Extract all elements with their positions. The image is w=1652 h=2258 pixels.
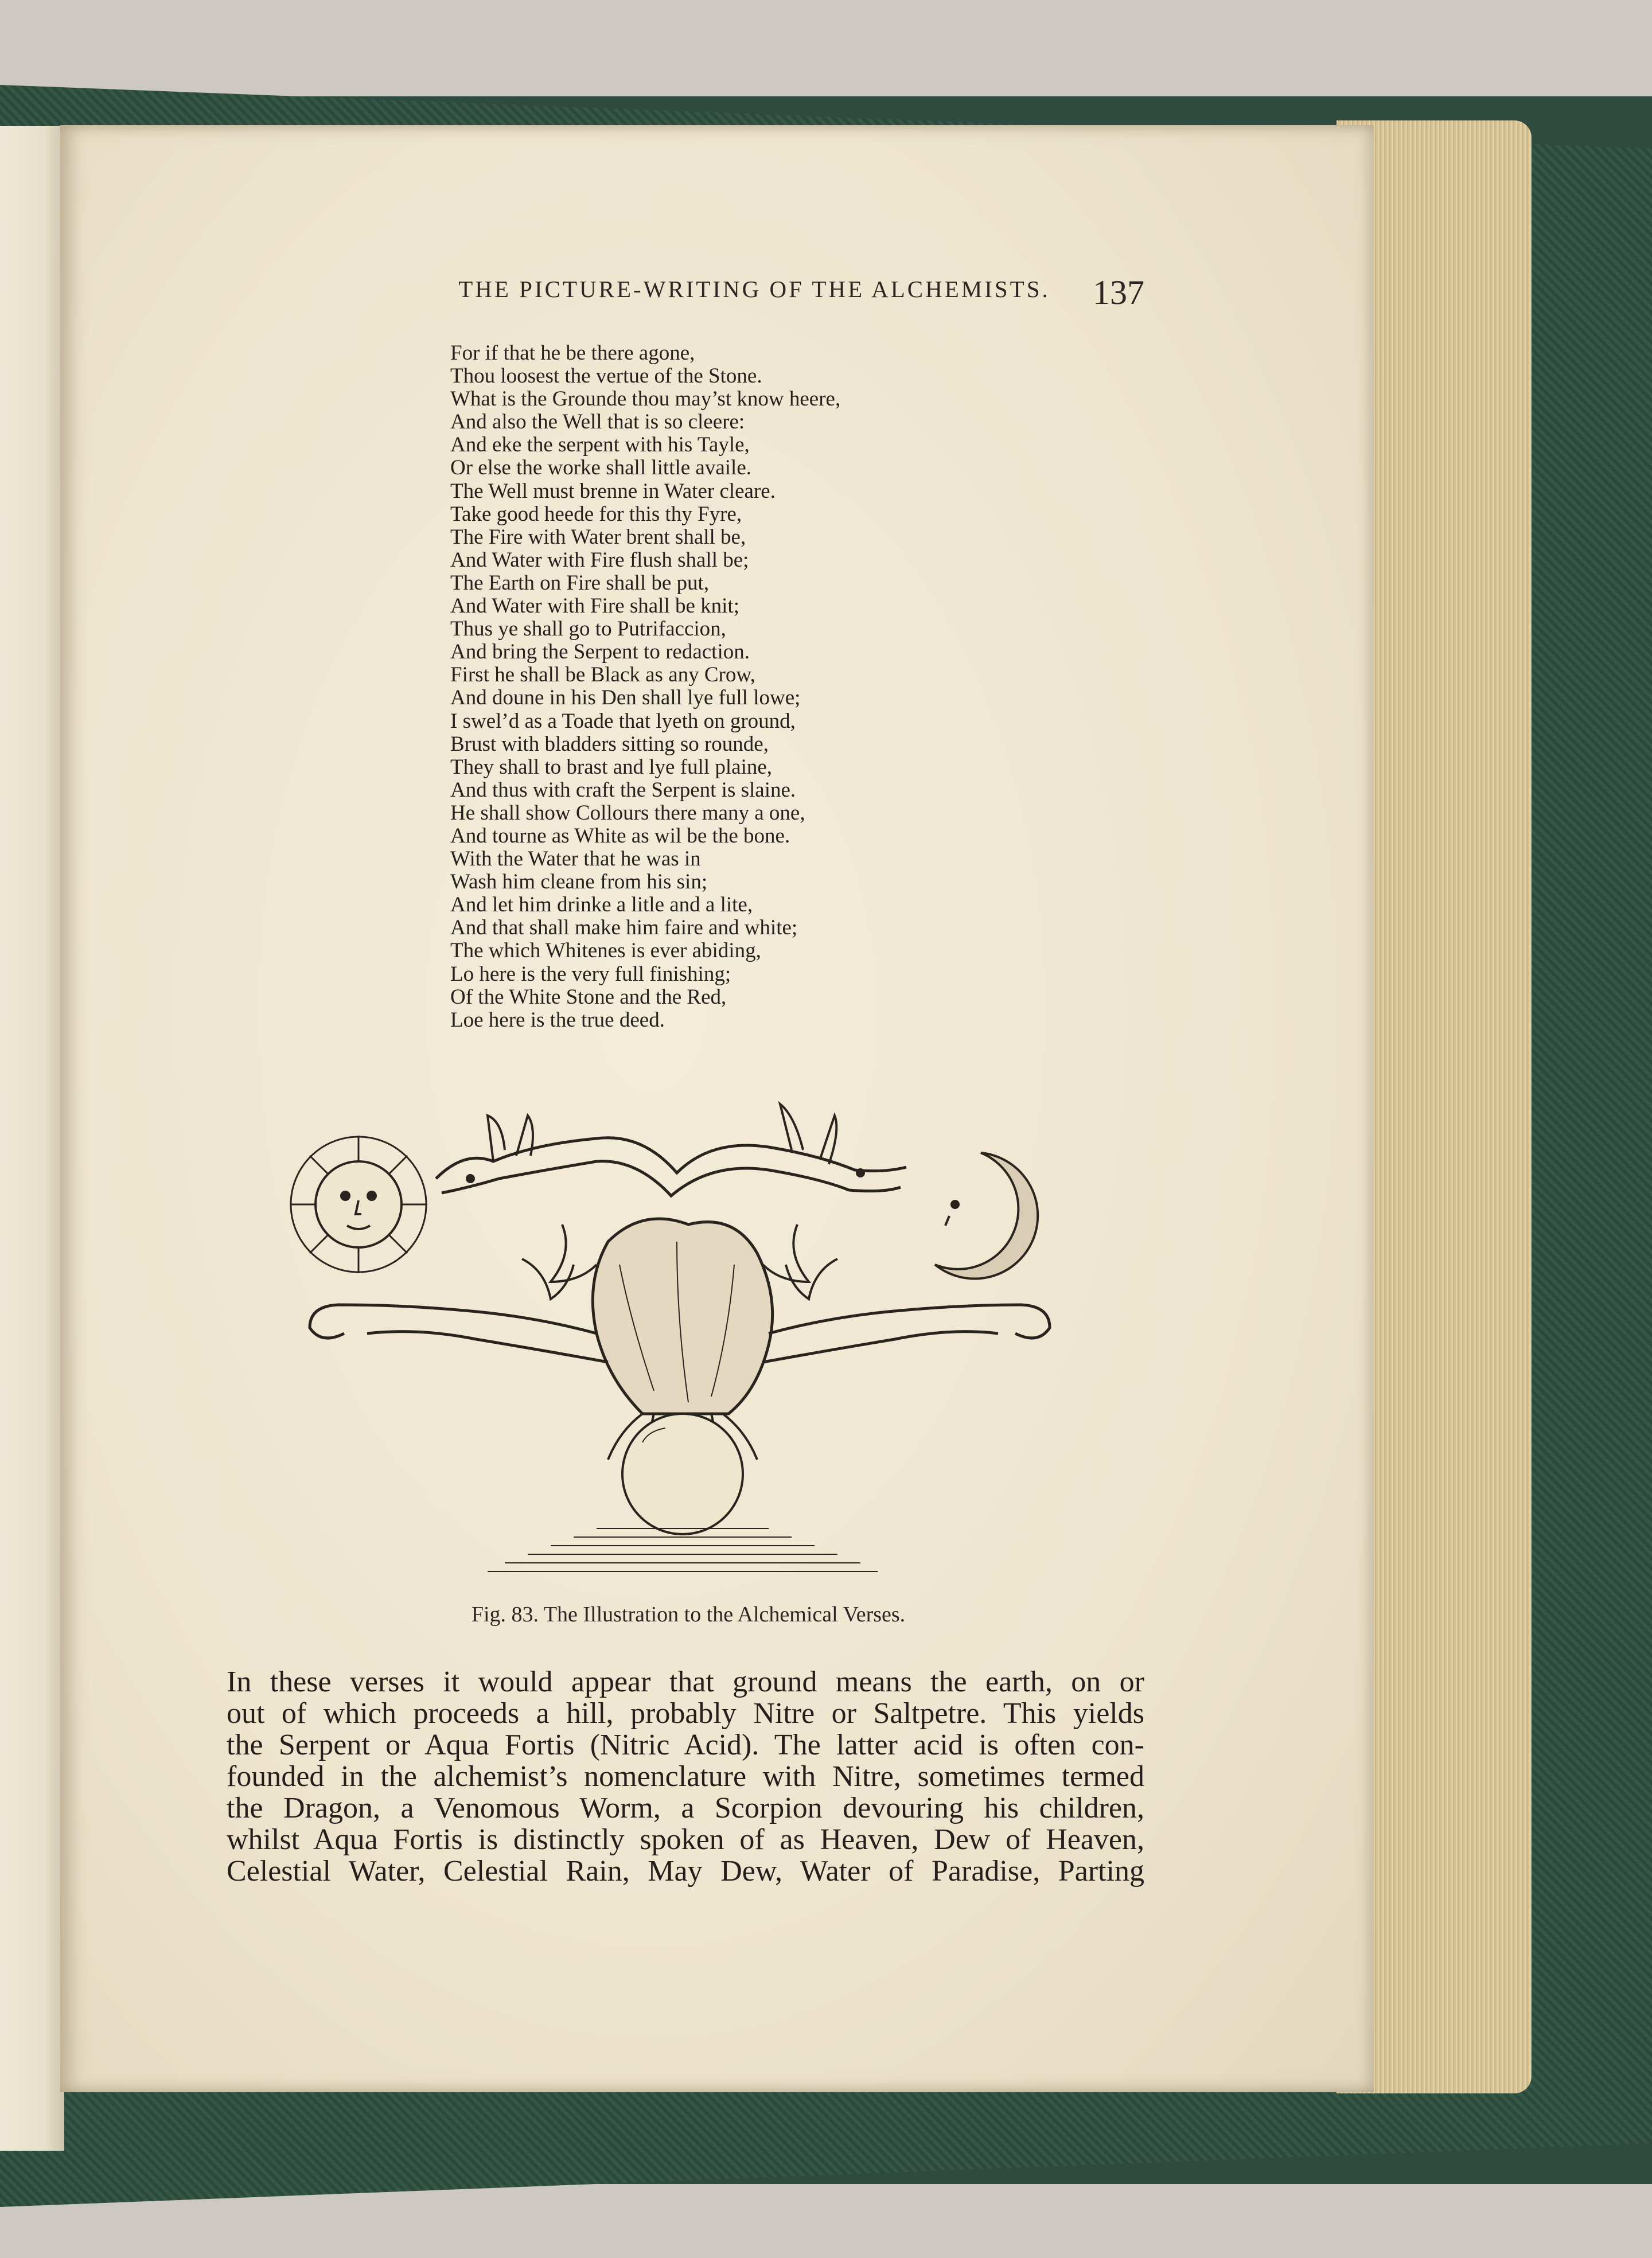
verse-line: And Water with Fire shall be knit;: [450, 594, 739, 618]
dragon-body-icon: [593, 1219, 772, 1414]
body-line: In these verses it would appear that ground means the earth, on or: [227, 1666, 1144, 1698]
verse-line: And bring the Serpent to redaction.: [450, 640, 750, 664]
verse-line: Lo here is the very full finishing;: [450, 962, 731, 986]
verse-line: The Fire with Water brent shall be,: [450, 525, 746, 549]
body-line: the Serpent or Aqua Fortis (Nitric Acid). The latter acid is often con-: [227, 1729, 1144, 1761]
verse-line: The Well must brenne in Water cleare.: [450, 479, 776, 503]
verse-line: They shall to brast and lye full plaine,: [450, 755, 773, 779]
verse-line: I swel’d as a Toade that lyeth on ground,: [450, 709, 796, 733]
verse-line: With the Water that he was in: [450, 847, 701, 871]
dragon-heads-icon: [436, 1104, 906, 1196]
verse-line: Brust with bladders sitting so rounde,: [450, 732, 769, 756]
figure-caption: Fig. 83. The Illustration to the Alchemical Verses.: [471, 1602, 906, 1627]
verse-line: Thou loosest the vertue of the Stone.: [450, 364, 762, 388]
verse-line: And Water with Fire flush shall be;: [450, 548, 749, 572]
sun-face-icon: [290, 1136, 427, 1273]
verse-line: And thus with craft the Serpent is slaine.: [450, 778, 796, 802]
alchemical-dragon-engraving: [275, 1093, 1078, 1592]
verse-line: For if that he be there agone,: [450, 341, 695, 365]
verse-block: [450, 342, 967, 1032]
body-line: the Dragon, a Venomous Worm, a Scorpion devouring his children,: [227, 1792, 1144, 1824]
verse-line: The Earth on Fire shall be put,: [450, 571, 710, 595]
body-line: founded in the alchemist’s nomenclature with Nitre, sometimes termed: [227, 1760, 1144, 1793]
verse-line: Of the White Stone and the Red,: [450, 985, 727, 1009]
verse-line: And let him drinke a litle and a lite,: [450, 893, 753, 917]
verse-line: The which Whitenes is ever abiding,: [450, 939, 761, 963]
verse-line: And also the Well that is so cleere:: [450, 410, 745, 434]
verse-line: Or else the worke shall little availe.: [450, 456, 752, 480]
verse-line: Thus ye shall go to Putrifaccion,: [450, 617, 726, 641]
verse-line: And doune in his Den shall lye full lowe;: [450, 686, 801, 710]
globe-icon: [622, 1414, 743, 1534]
verse-line: And that shall make him faire and white;: [450, 916, 798, 940]
verse-line: Loe here is the true deed.: [450, 1008, 665, 1032]
body-line: Celestial Water, Celestial Rain, May Dew, Water of Paradise, Parting: [227, 1855, 1144, 1887]
body-line: whilst Aqua Fortis is distinctly spoken of as Heaven, Dew of Heaven,: [227, 1823, 1144, 1856]
verse-line: And tourne as White as wil be the bone.: [450, 824, 790, 848]
running-title: THE PICTURE-WRITING OF THE ALCHEMISTS.: [458, 276, 1050, 302]
verse-line: Wash him cleane from his sin;: [450, 870, 708, 894]
body-line: out of which proceeds a hill, probably Nitre or Saltpetre. This yields: [227, 1697, 1144, 1730]
verse-line: And eke the serpent with his Tayle,: [450, 433, 750, 457]
body-paragraph: [227, 1666, 1144, 1887]
crescent-moon-face-icon: [935, 1153, 1038, 1278]
verse-line: Take good heede for this thy Fyre,: [450, 502, 742, 526]
verse-line: First he shall be Black as any Crow,: [450, 663, 755, 687]
page-number: 137: [1093, 274, 1144, 311]
verse-line: What is the Grounde thou may’st know heere,: [450, 387, 841, 411]
facing-page-edge: [0, 126, 64, 2151]
verse-line: He shall show Collours there many a one,: [450, 801, 805, 825]
